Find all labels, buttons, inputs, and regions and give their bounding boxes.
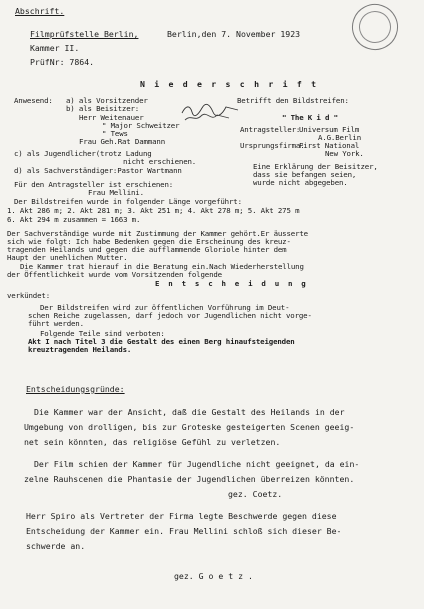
body-line: Der Bildstreifen wurde in folgender Länge vorgeführt:: [14, 197, 242, 206]
abschrift-heading: Abschrift.: [15, 6, 65, 16]
erklaerung-1: Eine Erklärung der Beisitzer,: [253, 162, 378, 171]
pruef-number: PrüfNr: 7864.: [30, 57, 95, 67]
beisitzer-1: Herr Weitenauer: [79, 113, 144, 122]
ursprung-value: First National: [299, 141, 360, 150]
beisitzer-4: Frau Geh.Rat Dammann: [79, 137, 165, 146]
entscheidung-title: E n t s c h e i d u n g: [155, 279, 308, 288]
anwesend-label: Anwesend:: [14, 96, 53, 105]
decision-line: Der Bildstreifen wird zur öffentlichen Vorführung im Deut-: [40, 303, 290, 312]
decision-line: schen Reiche zugelassen, darf jedoch vor Jugendlichen nicht vorge-: [28, 311, 312, 320]
beisitzer-signature: [173, 103, 233, 135]
handwritten-signature-icon: [183, 112, 233, 124]
beisitzer-2: " Major Schweitzer: [102, 121, 180, 130]
vorsitzender-line: a) als Vorsitzender: [66, 96, 148, 105]
gruende-line: Die Kammer war der Ansicht, daß die Gestalt des Heilands in der: [34, 407, 345, 417]
gruende-signature: gez. Coetz.: [228, 489, 283, 499]
jugendlicher-line: c) als Jugendlicher(trotz Ladung: [14, 149, 152, 158]
sachverstaendiger-line: d) als Sachverständiger:Pastor Wartmann: [14, 166, 182, 175]
final-signature: gez. G o e t z .: [174, 571, 253, 581]
ursprung-label: Ursprungsfirma:: [240, 141, 305, 150]
office-name: Filmprüfstelle Berlin,: [30, 29, 139, 39]
document-date: Berlin,den 7. November 1923: [167, 29, 301, 39]
decision-line: Folgende Teile sind verboten:: [40, 329, 165, 338]
body-line: Der Sachverständige wurde mit Zustimmung der Kammer gehört.Er äusserte: [7, 229, 308, 238]
jugendlicher-line-2: nicht erschienen.: [123, 157, 197, 166]
body-line: Frau Mellini.: [88, 188, 144, 197]
betrifft-label: Betrifft den Bildstreifen:: [237, 96, 349, 105]
body-line: sich wie folgt: Ich habe Bedenken gegen die Erscheinung des kreuz-: [7, 237, 291, 246]
body-line: der Öffentlichkeit wurde vom Vorsitzenden folgende: [7, 270, 222, 279]
ursprung-city: New York.: [325, 149, 364, 158]
antragsteller-label: Antragsteller:: [240, 125, 301, 134]
decision-line: führt werden.: [28, 319, 84, 328]
gruende-line: Umgebung von drolligen, bis zur Groteske gesteigerten Scenen geeig-: [24, 422, 355, 432]
gruende-line: net sein könnten, das religiöse Gefühl zu verletzen.: [24, 437, 281, 447]
antragsteller-city: A.G.Berlin: [318, 133, 361, 142]
document-title: N i e d e r s c h r i f t: [140, 79, 319, 89]
film-title: " The K i d ": [282, 113, 338, 122]
erklaerung-2: dass sie befangen seien,: [253, 170, 357, 179]
beisitzer-3: " Tews: [102, 129, 128, 138]
body-line: 1. Akt 286 m; 2. Akt 281 m; 3. Akt 251 m; 4. Akt 278 m; 5. Akt 275 m: [7, 206, 300, 215]
gruende-line: zelne Rauhscenen die Phantasie der Jugendlichen überreizen könnten.: [24, 474, 355, 484]
antragsteller-value: Universum Film: [299, 125, 360, 134]
body-line: 6. Akt 294 m zusammen = 1663 m.: [7, 215, 141, 224]
decision-line: Akt I nach Titel 3 die Gestalt des einen Berg hinaufsteigenden: [28, 337, 295, 346]
gruende-line: schwerde an.: [26, 541, 86, 551]
erklaerung-3: wurde nicht abgegeben.: [253, 178, 348, 187]
body-line: Die Kammer trat hierauf in die Beratung ein.Nach Wiederherstellung: [20, 262, 304, 271]
body-line: tragenden Heilands und gegen die aufflammende Gloriole hinter dem: [7, 245, 287, 254]
decision-line: kreuztragenden Heilands.: [28, 345, 132, 354]
gruende-line: Entscheidung der Kammer ein. Frau Mellini schloß sich dieser Be-: [26, 526, 342, 536]
body-line: Für den Antragsteller ist erschienen:: [14, 180, 174, 189]
verkuendet-label: verkündet:: [7, 291, 50, 300]
body-line: Haupt der unehlichen Mutter.: [7, 253, 128, 262]
kammer-label: Kammer II.: [30, 43, 80, 53]
gruende-line: Herr Spiro als Vertreter der Firma legte Beschwerde gegen diese: [26, 511, 337, 521]
office-stamp-icon: [346, 0, 404, 56]
gruende-line: Der Film schien der Kammer für Jugendliche nicht geeignet, da ein-: [34, 459, 360, 469]
beisitzer-label: b) als Beisitzer:: [66, 104, 140, 113]
gruende-title: Entscheidungsgründe:: [26, 384, 125, 394]
